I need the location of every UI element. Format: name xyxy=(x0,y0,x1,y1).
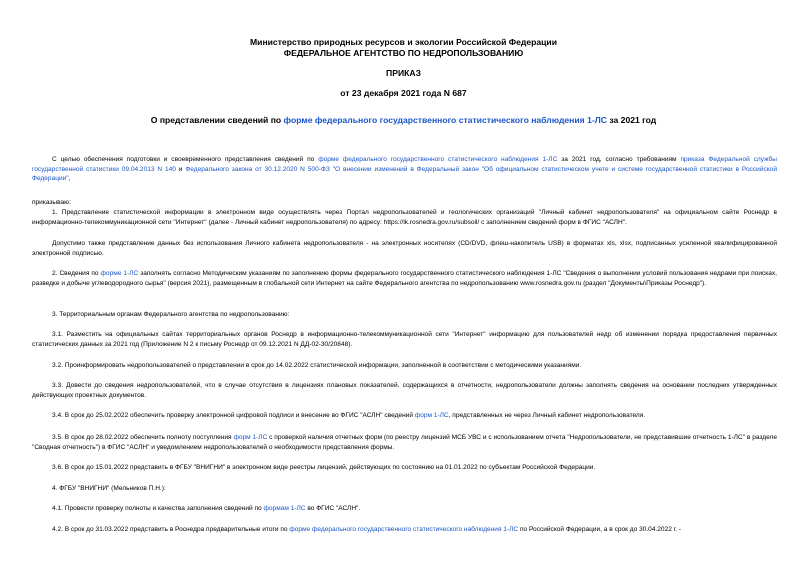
federal-law-link[interactable]: Федерального закона от 30.12.2020 N 500-ФЗ "О внесении изменений в Федеральный закон "Об официальном статистическом учете и системе государственной статистики в Российской Федерации" xyxy=(32,165,777,183)
form-1ls-link[interactable]: форме федерального государственного статистического наблюдения 1-ЛС xyxy=(318,156,558,163)
paragraph-3: 3. Территориальным органам Федерального агентства по недропользованию: xyxy=(52,311,290,318)
intro-text-4: , xyxy=(68,175,71,183)
p42-text-1: 4.2. В срок до 31.03.2022 представить в Роснедра предварительные итоги по xyxy=(52,526,290,533)
document-title xyxy=(0,115,807,126)
paragraph-3-2: 3.2. Проинформировать недропользователей о представлении в срок до 14.02.2022 статистической информации, заполненной в соответствии с методическими указаниями. xyxy=(52,362,582,369)
intro-text-1: С целью обеспечения подготовки и своевременного представления сведений по xyxy=(52,156,319,163)
paragraph-4: 4. ФГБУ "ВНИГНИ" (Мельников П.Н.): xyxy=(52,485,166,492)
p34-text-1: 3.4. В срок до 25.02.2022 обеспечить проверку электронной цифровой подписи и внесение во ФГИС "АСЛН" сведений xyxy=(52,412,415,419)
intro-text-2: за 2021 год, согласно требованиям xyxy=(557,156,681,163)
form-1ls-link-6[interactable]: форме федерального государственного статистического наблюдения 1-ЛС xyxy=(289,526,519,533)
intro-paragraph xyxy=(32,155,777,184)
form-1ls-link-3[interactable]: форм 1-ЛС xyxy=(414,412,449,419)
order-word: приказываю: xyxy=(32,199,71,206)
form-1ls-link-5[interactable]: формам 1-ЛС xyxy=(263,505,306,512)
title-text-end: за 2021 год xyxy=(606,115,657,125)
paragraph-1b: Допустимо также представление данных без использования Личного кабинета недропользователя - на электронных носителях (CD/DVD, флеш-накопитель USB) в форматах xls, xlsx, подписанных усиленной квалифицированной электронной подписью. xyxy=(32,240,777,257)
paragraph-2 xyxy=(32,269,777,288)
intro-text-3: и xyxy=(175,165,186,173)
paragraph-4-2 xyxy=(32,525,777,535)
paragraph-3-6: 3.6. В срок до 15.01.2022 представить в ФГБУ "ВНИГНИ" в электронном виде реестры лицензий, действующих по состоянию на 01.01.2022 по субъектам Российской Федерации. xyxy=(52,464,596,471)
ministry-name: Министерство природных ресурсов и экологии Российской Федерации xyxy=(250,37,557,47)
paragraph-3-4 xyxy=(32,411,777,421)
paragraph-3-3: 3.3. Довести до сведения недропользователей, что в случае отсутствия в лицензиях плановых показателей, содержащихся в отчетности, недропользователи должны заполнять сведения на основании последних утвержденных действующих проектных документов. xyxy=(32,382,777,399)
paragraph-4-1 xyxy=(32,504,777,514)
paragraph-3-1: 3.1. Разместить на официальных сайтах территориальных органов Роснедр в информационно-телекоммуникационной сети "Интернет" информацию для пользователей недр об изменении порядка предоставления первичных статистических данных за 2021 год (Приложение N 2 к письму Роснедр от 09.12.2021 N ДД-02-30/20848). xyxy=(32,331,777,348)
p34-text-2: , представленных не через Личный кабинет недропользователя. xyxy=(448,412,646,419)
p42-text-2: по Российской Федерации, а в срок до 30.04.2022 г. - xyxy=(518,526,682,533)
p2-text-2: заполнять согласно Методическим указаниям по заполнению формы федерального государственного статистического наблюдения 1-ЛС "Сведения о выполнении условий пользования недрами при поисках, разведке и добыче углеводородного сырья" (версия 2021), размещенным в глобальной сети Интернет на сайте Федерального агентства по недропользованию www.rosnedra.gov.ru (раздел "Документы\Приказы Роснедр"). xyxy=(32,270,777,287)
document-type: ПРИКАЗ xyxy=(386,68,421,78)
paragraph-1: 1. Представление статистической информации в электронном виде осуществлять через Портал недропользователей и геологических организаций "Личный кабинет недропользователя" на официальном сайте Роснедр в информационно-телекоммуникационной сети "Интернет" (далее - Личный кабинет недропользователя) по адресу: https://lk.rosnedra.gov.ru/subsoil/ с заполнением сведений форм в ФГИС "АСЛН". xyxy=(32,209,777,226)
p35-text-2: с проверкой наличия отчетных форм (по реестру лицензий МСБ УВС и с использованием отчета "Недропользователи, не представившие отчетность 1-ЛС" в разделе "Сводная отчетность") в ФГИС "АСЛН" и уведомлением недропользователей о необходимости представления формы. xyxy=(32,434,777,451)
paragraph-3-5 xyxy=(32,433,777,452)
p2-text-1: 2. Сведения по xyxy=(52,270,101,277)
rosstat-order-link[interactable]: приказа Федеральной службы государственной статистики 09.04.2013 N 140 xyxy=(32,156,777,173)
p41-text-2: во ФГИС "АСЛН". xyxy=(305,505,361,512)
document-date-number: от 23 декабря 2021 года N 687 xyxy=(340,88,467,98)
form-1ls-link-2[interactable]: форме 1-ЛС xyxy=(100,270,139,277)
title-text-start: О представлении сведений по xyxy=(150,115,284,125)
title-form-link[interactable]: форме федерального государственного статистического наблюдения 1-ЛС xyxy=(283,115,607,125)
p35-text-1: 3.5. В срок до 28.02.2022 обеспечить полноту поступления xyxy=(52,434,234,441)
p41-text-1: 4.1. Провести проверку полноты и качества заполнения сведений по xyxy=(52,505,264,512)
form-1ls-link-4[interactable]: форм 1-ЛС xyxy=(233,434,268,441)
agency-name: ФЕДЕРАЛЬНОЕ АГЕНТСТВО ПО НЕДРОПОЛЬЗОВАНИЮ xyxy=(283,48,524,58)
